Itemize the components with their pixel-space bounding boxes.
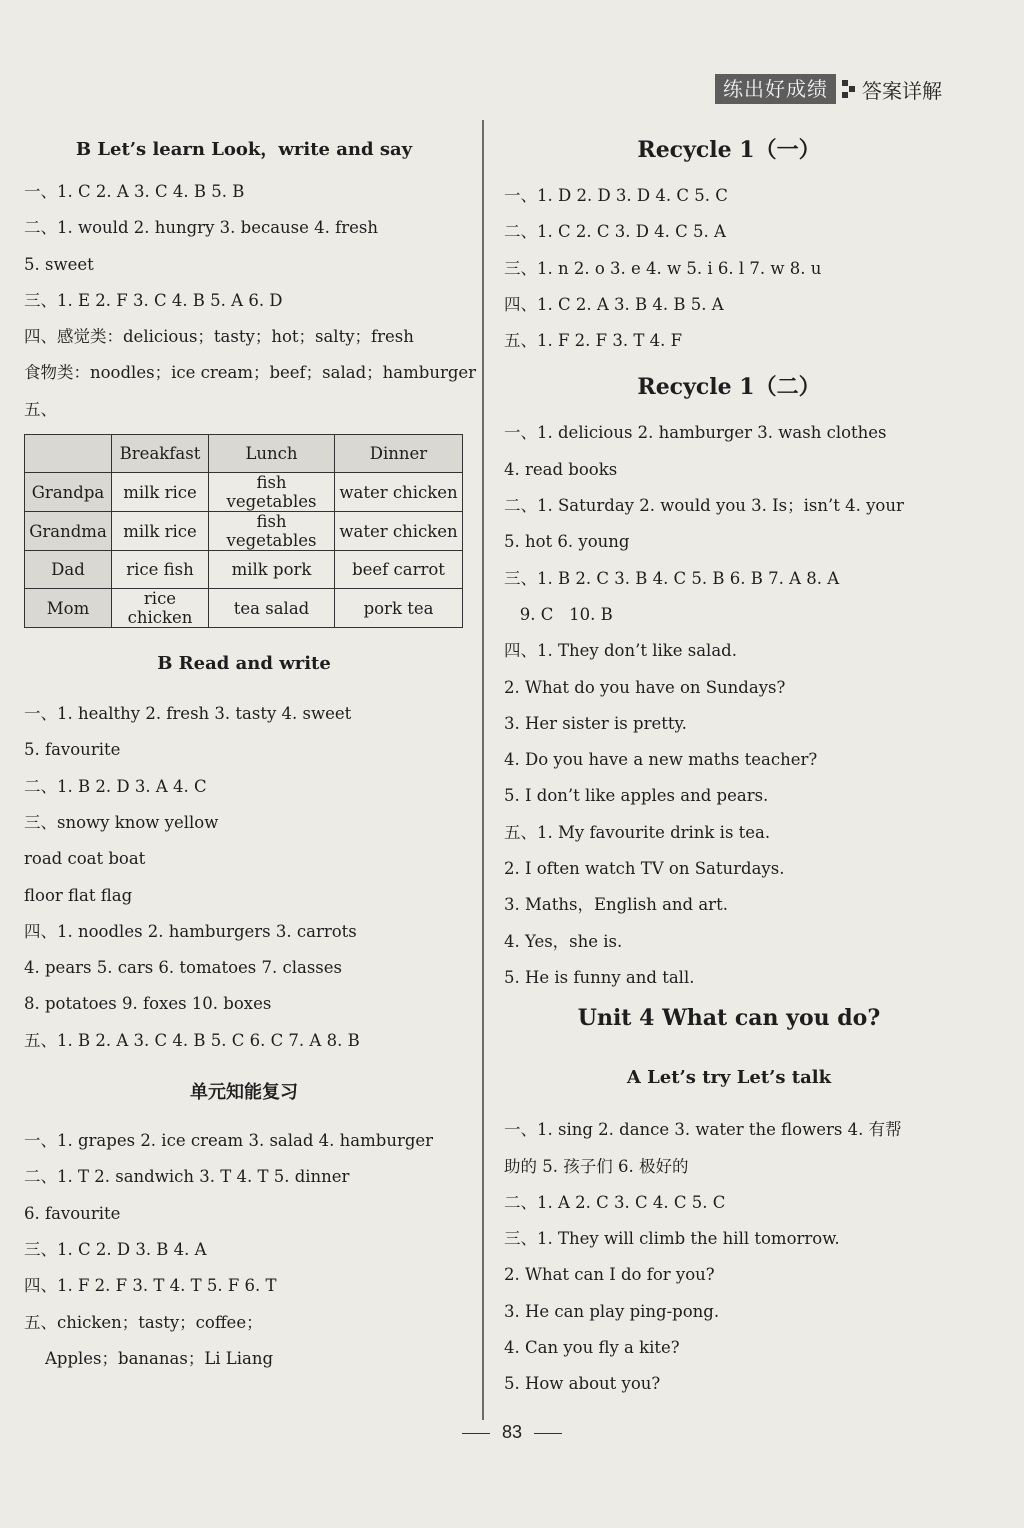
answer-line: 5. hot 6. young	[504, 532, 630, 552]
page-number-text: 83	[501, 1422, 523, 1442]
answer-line: 二、1. Saturday 2. would you 3. Is；isn’t 4. your	[504, 496, 904, 516]
table-cell: milk rice	[112, 512, 209, 551]
section-title: Recycle 1（二）	[637, 374, 821, 401]
answer-line: 五、1. B 2. A 3. C 4. B 5. C 6. C 7. A 8. B	[24, 1030, 360, 1050]
table-cell: fish vegetables	[209, 473, 335, 512]
answer-line: 二、1. would 2. hungry 3. because 4. fresh	[24, 218, 378, 238]
table-cell: rice fish	[112, 551, 209, 589]
table-cell: Mom	[25, 589, 112, 628]
table-header-cell: Dinner	[335, 435, 463, 473]
answer-line: 一、1. delicious 2. hamburger 3. wash clothes	[504, 423, 887, 443]
answer-line: 三、1. E 2. F 3. C 4. B 5. A 6. D	[24, 290, 283, 310]
answer-line: 三、1. They will climb the hill tomorrow.	[504, 1229, 840, 1249]
table-row	[25, 512, 463, 551]
page-number-dash	[534, 1433, 562, 1434]
answer-line: 二、1. T 2. sandwich 3. T 4. T 5. dinner	[24, 1167, 350, 1187]
answer-line: 9. C 10. B	[504, 604, 613, 624]
table-cell: Dad	[25, 551, 112, 589]
table-row	[25, 473, 463, 512]
table-header-cell: Breakfast	[112, 435, 209, 473]
answer-line: 一、1. D 2. D 3. D 4. C 5. C	[504, 186, 728, 205]
answer-line: 五、1. My favourite drink is tea.	[504, 822, 771, 842]
answer-line: 4. Do you have a new maths teacher?	[504, 750, 818, 770]
answer-line: 6. favourite	[24, 1203, 121, 1223]
answer-line: 三、snowy know yellow	[24, 812, 219, 832]
section-title: Unit 4 What can you do?	[577, 1005, 881, 1032]
answer-line: 5. sweet	[24, 254, 94, 274]
table-header-cell: Lunch	[209, 435, 335, 473]
answer-line: 4. read books	[504, 459, 618, 479]
answer-label: 答案详解	[862, 78, 942, 103]
page-header	[715, 74, 942, 104]
answer-line: 一、1. grapes 2. ice cream 3. salad 4. hamburger	[24, 1131, 434, 1151]
table-cell: Grandpa	[25, 473, 112, 512]
answer-line: 3. He can play ping-pong.	[504, 1301, 720, 1321]
answer-line: 二、1. A 2. C 3. C 4. C 5. C	[504, 1192, 726, 1212]
brand-label: 练出好成绩	[715, 74, 836, 104]
answer-line: 四、感觉类：delicious；tasty；hot；salty；fresh	[24, 327, 414, 347]
answer-line: 五、	[24, 399, 57, 419]
answer-line: 2. What do you have on Sundays?	[504, 677, 786, 697]
answer-line: 二、1. C 2. C 3. D 4. C 5. A	[504, 222, 726, 242]
table-row	[25, 551, 463, 589]
answer-line: 三、1. C 2. D 3. B 4. A	[24, 1239, 207, 1259]
answer-line: road coat boat	[24, 849, 146, 869]
table-cell: milk rice	[112, 473, 209, 512]
brand-mark-icon	[842, 80, 856, 98]
table-cell: fish vegetables	[209, 512, 335, 551]
answer-line: 5. favourite	[24, 740, 121, 760]
answer-line: Apples；bananas；Li Liang	[24, 1348, 274, 1368]
section-title: B Let’s learn Look，write and say	[75, 139, 413, 160]
answer-line: 五、1. F 2. F 3. T 4. F	[504, 331, 683, 351]
answer-line: 8. potatoes 9. foxes 10. boxes	[24, 994, 272, 1014]
answer-line: floor flat flag	[24, 885, 133, 905]
answer-line: 二、1. B 2. D 3. A 4. C	[24, 776, 207, 796]
left-column	[24, 130, 477, 1377]
section-subtitle: A Let’s try Let’s talk	[626, 1067, 832, 1089]
answer-line: 四、1. F 2. F 3. T 4. T 5. F 6. T	[24, 1276, 277, 1296]
answer-line: 2. I often watch TV on Saturdays.	[504, 859, 785, 879]
answer-line: 4. Yes，she is.	[504, 931, 623, 951]
table-cell: beef carrot	[335, 551, 463, 589]
answer-line: 5. I don’t like apples and pears.	[504, 786, 769, 806]
column-divider	[482, 120, 484, 1420]
answer-line: 4. pears 5. cars 6. tomatoes 7. classes	[24, 958, 343, 978]
table-header-cell	[25, 435, 112, 473]
table-cell: water chicken	[335, 512, 463, 551]
right-column	[504, 130, 954, 1403]
answer-line: 一、1. C 2. A 3. C 4. B 5. B	[24, 182, 245, 201]
section-title: B Read and write	[157, 653, 331, 675]
answer-line: 3. Maths，English and art.	[504, 895, 728, 915]
page-number	[0, 1422, 1024, 1443]
page-number-dash	[462, 1433, 490, 1434]
answer-line: 5. How about you?	[504, 1374, 661, 1394]
section-title: 单元知能复习	[190, 1082, 298, 1104]
meal-table	[24, 434, 463, 628]
table-row	[25, 589, 463, 628]
answer-line: 四、1. noodles 2. hamburgers 3. carrots	[24, 921, 357, 941]
answer-line: 四、1. C 2. A 3. B 4. B 5. A	[504, 294, 724, 314]
table-cell: rice chicken	[112, 589, 209, 628]
answer-line: 4. Can you fly a kite?	[504, 1338, 680, 1358]
answer-line: 一、1. healthy 2. fresh 3. tasty 4. sweet	[24, 704, 352, 724]
answer-line: 食物类：noodles；ice cream；beef；salad；hamburger	[24, 363, 477, 383]
table-cell: water chicken	[335, 473, 463, 512]
section-title: Recycle 1（一）	[637, 137, 821, 163]
answer-line: 四、1. They don’t like salad.	[504, 641, 737, 661]
answer-line: 2. What can I do for you?	[504, 1265, 715, 1285]
answer-line: 三、1. B 2. C 3. B 4. C 5. B 6. B 7. A 8. A	[504, 568, 840, 588]
answer-line: 5. He is funny and tall.	[504, 967, 695, 987]
table-cell: Grandma	[25, 512, 112, 551]
table-cell: tea salad	[209, 589, 335, 628]
table-header-row	[25, 435, 463, 473]
answer-line: 三、1. n 2. o 3. e 4. w 5. i 6. l 7. w 8. u	[504, 258, 822, 278]
answer-line: 一、1. sing 2. dance 3. water the flowers 4. 有帮	[504, 1120, 902, 1140]
answer-line: 3. Her sister is pretty.	[504, 713, 687, 733]
table-cell: milk pork	[209, 551, 335, 589]
table-cell: pork tea	[335, 589, 463, 628]
answer-line: 五、chicken；tasty；coffee；	[24, 1312, 263, 1332]
answer-line: 助的 5. 孩子们 6. 极好的	[504, 1156, 689, 1176]
